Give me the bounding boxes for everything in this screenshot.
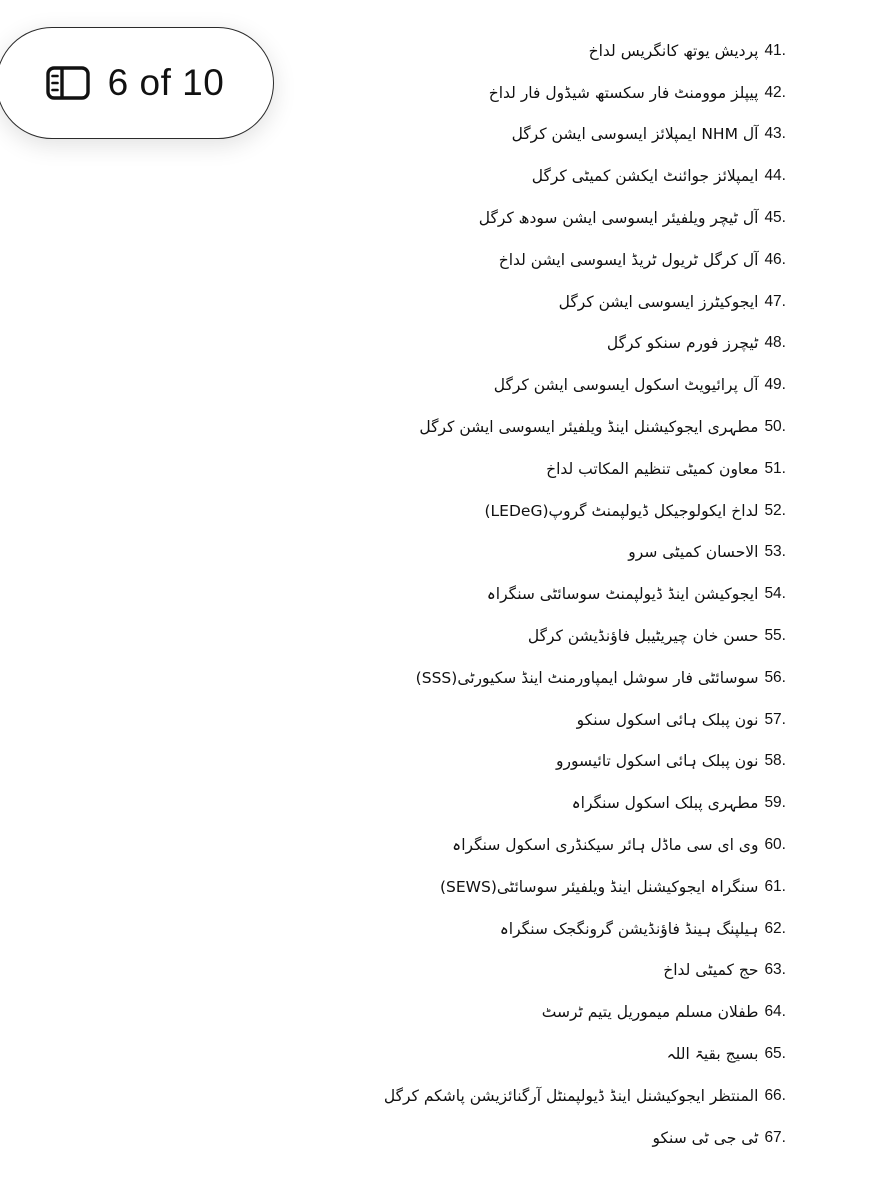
list-item-text: مطہری ایجوکیشنل اینڈ ویلفیئر ایسوسی ایشن کرگل (419, 418, 759, 437)
list-item-text: طفلان مسلم میموریل یتیم ٹرسٹ (541, 1003, 759, 1022)
list-item (66, 782, 786, 824)
list-item (66, 1117, 786, 1159)
list-item-text: ٹیچرز فورم سنکو کرگل (606, 334, 759, 353)
list-item-text: بسیج بقیۃ اللہ (666, 1045, 759, 1064)
list-item-number: 62. (764, 919, 786, 937)
list-item (66, 364, 786, 406)
list-item-number: 51. (764, 459, 786, 477)
list-item-text: ایجوکیٹرز ایسوسی ایشن کرگل (558, 292, 759, 311)
list-item (66, 532, 786, 574)
list-item-number: 64. (764, 1003, 786, 1021)
list-item (66, 615, 786, 657)
list-item (66, 1075, 786, 1117)
organization-list (66, 30, 786, 1159)
list-item-number: 65. (764, 1045, 786, 1063)
list-item (66, 824, 786, 866)
list-item-number: 67. (764, 1128, 786, 1146)
list-item-number: 60. (764, 836, 786, 854)
list-item-text: مطہری پبلک اسکول سنگراہ (571, 794, 759, 813)
list-item-number: 53. (764, 543, 786, 561)
list-item-number: 59. (764, 794, 786, 812)
list-item-text: حج کمیٹی لداخ (663, 961, 759, 980)
list-item (66, 741, 786, 783)
list-item (66, 448, 786, 490)
list-item (66, 197, 786, 239)
list-item (66, 573, 786, 615)
list-item (66, 30, 786, 72)
list-item (66, 239, 786, 281)
list-item-text: وی ای سی ماڈل ہائر سیکنڈری اسکول سنگراہ (452, 836, 759, 855)
list-item-text: لداخ ایکولوجیکل ڈیولپمنٹ گروپ(LEDeG) (484, 501, 759, 520)
list-item-text: ٹی جی ٹی سنکو (652, 1128, 759, 1147)
list-item-text: سنگراہ ایجوکیشنل اینڈ ویلفیئر سوسائٹی(SEWS) (439, 877, 759, 896)
list-item-number: 50. (764, 418, 786, 436)
list-item-number: 57. (764, 710, 786, 728)
list-item-text: آل کرگل ٹریول ٹریڈ ایسوسی ایشن لداخ (498, 250, 759, 269)
list-item (66, 114, 786, 156)
list-item (66, 950, 786, 992)
list-item-number: 45. (764, 209, 786, 227)
list-item-text: ایمپلائز جوائنٹ ایکشن کمیٹی کرگل (531, 167, 759, 186)
list-item (66, 155, 786, 197)
list-item (66, 406, 786, 448)
list-item-text: نون پبلک ہائی اسکول سنکو (576, 710, 759, 729)
list-item-text: سوسائٹی فار سوشل ایمپاورمنٹ اینڈ سکیورٹی(SSS) (415, 668, 759, 687)
page-indicator-label: 6 of 10 (107, 62, 225, 103)
list-item-number: 49. (764, 376, 786, 394)
list-item (66, 281, 786, 323)
list-item-number: 66. (764, 1086, 786, 1104)
list-item (66, 657, 786, 699)
list-item-number: 42. (764, 83, 786, 101)
list-item-text: آل NHM ایمپلائز ایسوسی ایشن کرگل (511, 125, 759, 144)
list-item-text: آل ٹیچر ویلفیئر ایسوسی ایشن سودھ کرگل (478, 209, 759, 228)
list-item (66, 1033, 786, 1075)
list-item-text: پردیش یوتھ کانگریس لداخ (588, 41, 759, 60)
list-item-number: 41. (764, 41, 786, 59)
list-item-number: 54. (764, 585, 786, 603)
list-item-text: حسن خان چیریٹیبل فاؤنڈیشن کرگل (527, 627, 759, 646)
list-item-text: ایجوکیشن اینڈ ڈیولپمنٹ سوسائٹی سنگراہ (486, 585, 759, 604)
list-item (66, 991, 786, 1033)
list-item (66, 490, 786, 532)
list-item-text: پیپلز موومنٹ فار سکستھ شیڈول فار لداخ (488, 83, 759, 102)
list-item (66, 699, 786, 741)
list-item-number: 56. (764, 668, 786, 686)
list-item (66, 866, 786, 908)
list-item-number: 58. (764, 752, 786, 770)
list-item (66, 72, 786, 114)
list-item-number: 55. (764, 627, 786, 645)
list-item-number: 61. (764, 877, 786, 895)
list-item-text: معاون کمیٹی تنظیم المکاتب لداخ (546, 459, 759, 478)
list-item-text: ہیلپنگ ہینڈ فاؤنڈیشن گرونگجک سنگراہ (499, 919, 759, 938)
list-item-text: آل پرائیویٹ اسکول ایسوسی ایشن کرگل (493, 376, 759, 395)
list-item-number: 63. (764, 961, 786, 979)
list-item-number: 44. (764, 167, 786, 185)
list-item-number: 46. (764, 250, 786, 268)
list-item-text: نون پبلک ہائی اسکول تائیسورو (556, 752, 759, 771)
list-item (66, 323, 786, 365)
list-item-number: 47. (764, 292, 786, 310)
list-item-number: 52. (764, 501, 786, 519)
list-item-text: الاحسان کمیٹی سرو (628, 543, 759, 562)
list-item-text: المنتظر ایجوکیشنل اینڈ ڈیولپمنٹل آرگنائزیشن پاشکم کرگل (383, 1086, 759, 1105)
list-item-number: 43. (764, 125, 786, 143)
list-item (66, 908, 786, 950)
list-item-number: 48. (764, 334, 786, 352)
